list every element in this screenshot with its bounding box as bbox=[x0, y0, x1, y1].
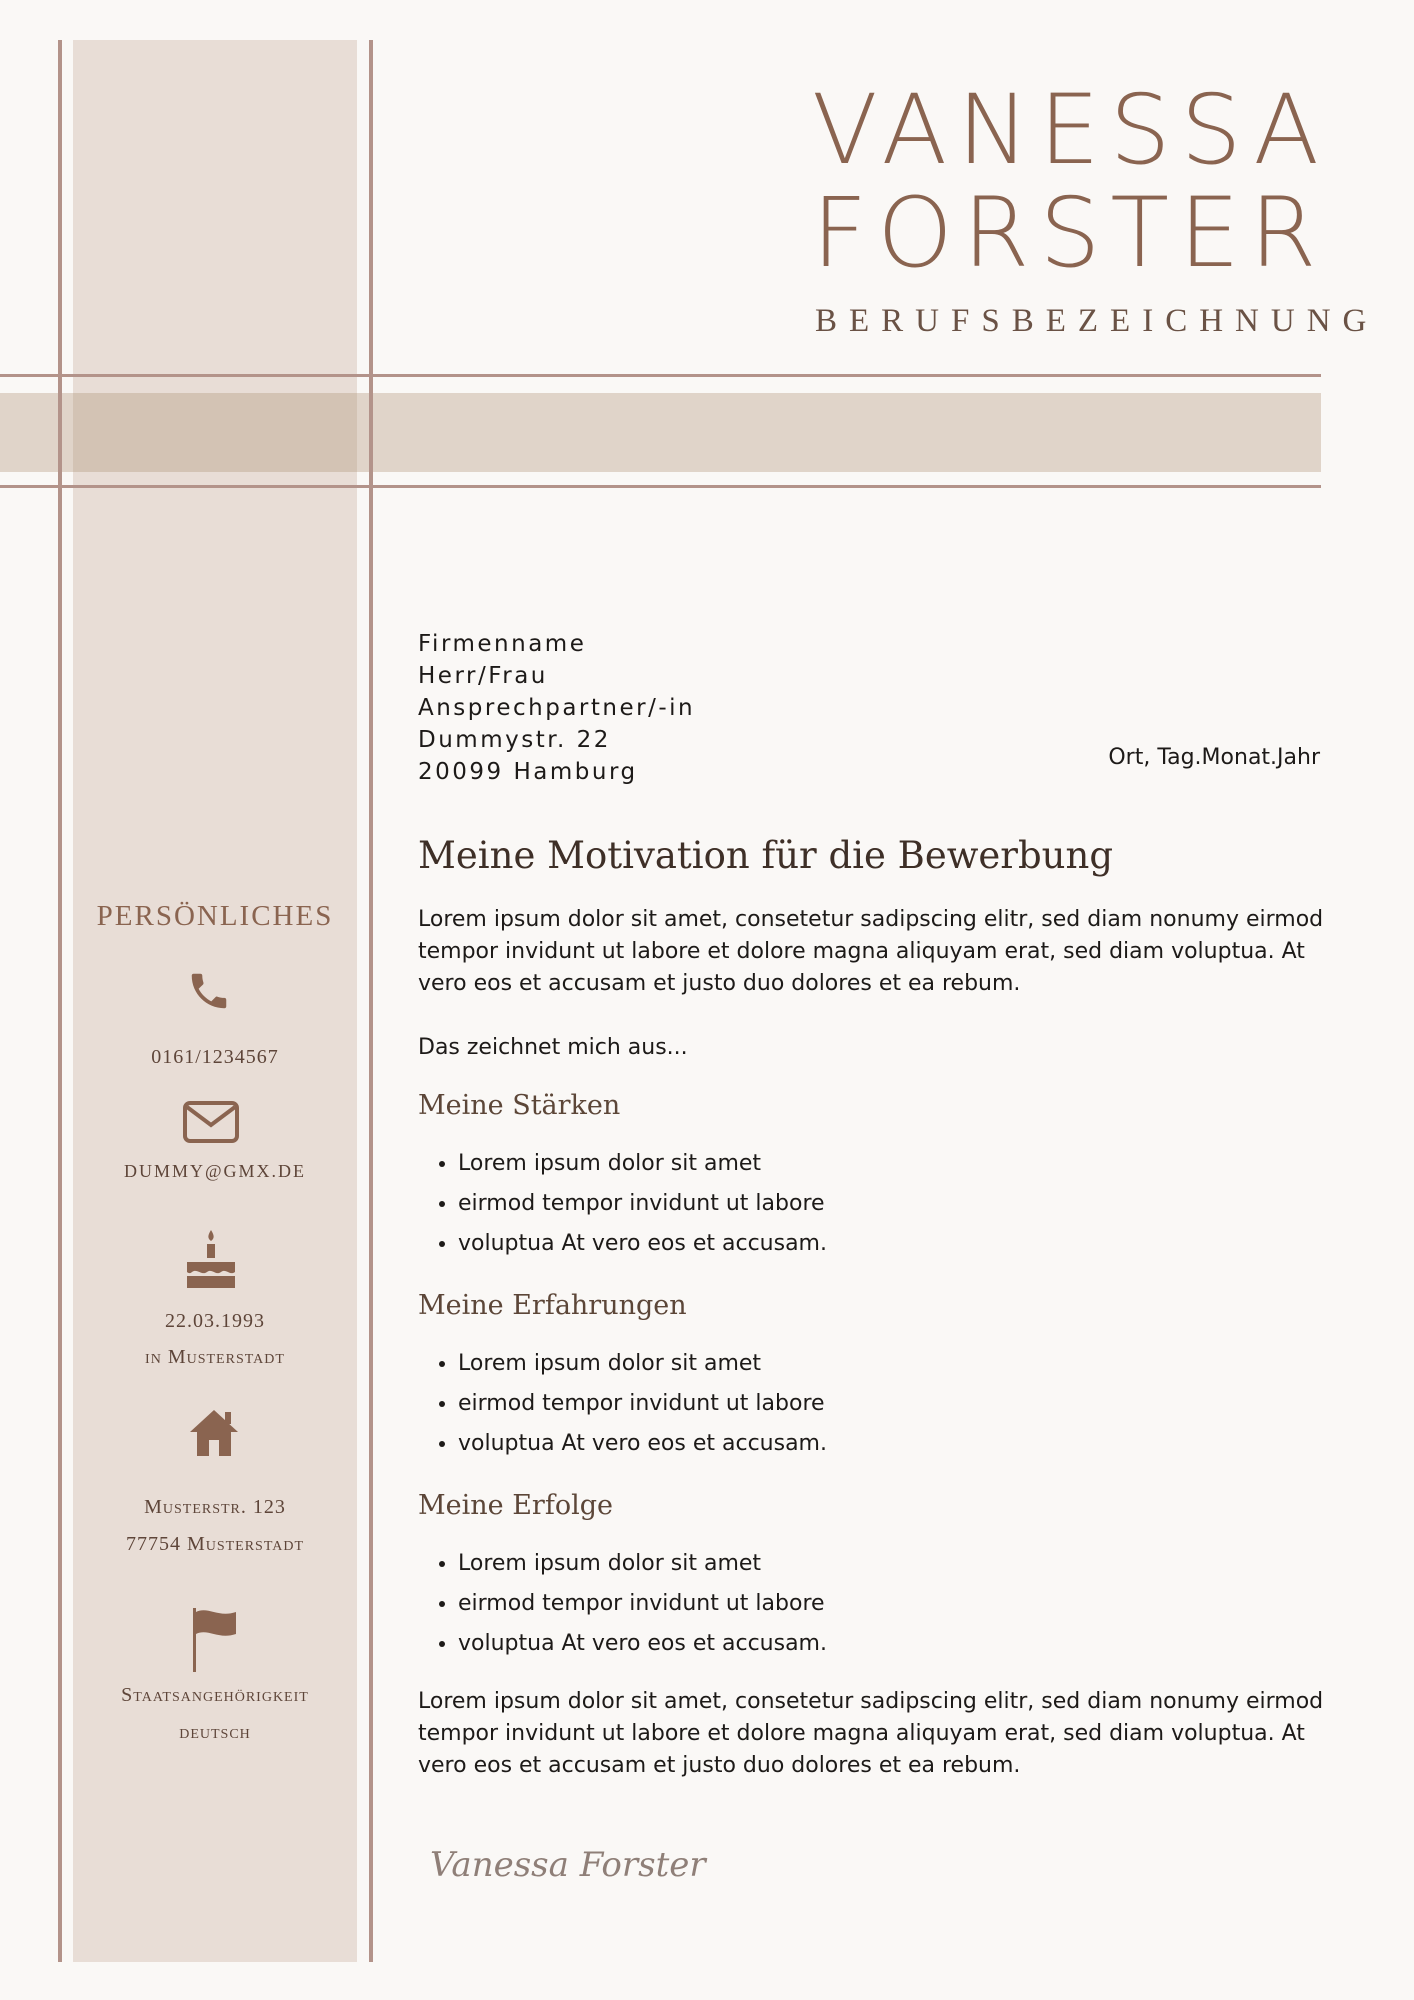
place-date: Ort, Tag.Monat.Jahr bbox=[1108, 745, 1320, 770]
experience-list bbox=[418, 1344, 1328, 1464]
section-title-successes: Meine Erfolge bbox=[418, 1490, 613, 1521]
recipient-salutation: Herr/Frau bbox=[418, 663, 548, 689]
phone-number: 0161/1234567 bbox=[151, 1046, 279, 1068]
successes-list bbox=[418, 1544, 1328, 1664]
recipient-street: Dummystr. 22 bbox=[418, 727, 611, 753]
nationality-value: deutsch bbox=[179, 1721, 251, 1743]
list-item: • eirmod tempor invidunt ut labore bbox=[458, 1584, 1328, 1624]
list-item: • eirmod tempor invidunt ut labore bbox=[458, 1384, 1328, 1424]
list-item: • voluptua At vero eos et accusam. bbox=[458, 1224, 1328, 1264]
first-name: VANESSA bbox=[812, 74, 1329, 186]
birth-place: in Musterstadt bbox=[145, 1346, 285, 1368]
closing-paragraph: Lorem ipsum dolor sit amet, consetetur sadipscing elitr, sed diam nonumy eirmod tempor invidunt ut labore et dolore magna aliquyam erat, sed diam voluptua. At vero eos et accusam et justo duo dolores et ea rebum. bbox=[418, 1689, 1324, 1778]
last-name: FORSTER bbox=[812, 177, 1327, 289]
personal-heading: PERSÖNLICHES bbox=[96, 900, 334, 932]
letter-subject: Meine Motivation für die Bewerbung bbox=[418, 834, 1114, 877]
recipient-contact: Ansprechpartner/-in bbox=[418, 695, 696, 721]
lead-in-text: Das zeichnet mich aus... bbox=[418, 1035, 688, 1060]
section-title-experience: Meine Erfahrungen bbox=[418, 1290, 687, 1321]
header-band-overlap bbox=[73, 393, 357, 472]
list-item: • voluptua At vero eos et accusam. bbox=[458, 1624, 1328, 1664]
birthday-cake-icon bbox=[184, 1228, 238, 1290]
header-bottom-line bbox=[0, 485, 1321, 488]
list-item: • Lorem ipsum dolor sit amet bbox=[458, 1344, 1328, 1384]
recipient-address bbox=[418, 628, 695, 788]
signature: Vanessa Forster bbox=[430, 1845, 706, 1885]
section-title-strengths: Meine Stärken bbox=[418, 1090, 621, 1121]
mail-icon bbox=[182, 1100, 240, 1144]
header-top-line bbox=[0, 374, 1321, 377]
recipient-company: Firmenname bbox=[418, 631, 587, 657]
list-item: • Lorem ipsum dolor sit amet bbox=[458, 1544, 1328, 1584]
list-item: • voluptua At vero eos et accusam. bbox=[458, 1424, 1328, 1464]
list-item: • eirmod tempor invidunt ut labore bbox=[458, 1184, 1328, 1224]
birth-date: 22.03.1993 bbox=[165, 1310, 265, 1332]
strengths-list bbox=[418, 1144, 1328, 1264]
letter-body bbox=[418, 830, 1328, 1782]
flag-icon bbox=[190, 1606, 240, 1674]
phone-icon bbox=[186, 968, 232, 1014]
street-address: Musterstr. 123 bbox=[144, 1496, 286, 1518]
city-address: 77754 Musterstadt bbox=[125, 1533, 305, 1555]
nationality-label: Staatsangehörigkeit bbox=[121, 1684, 309, 1706]
list-item: • Lorem ipsum dolor sit amet bbox=[458, 1144, 1328, 1184]
home-icon bbox=[188, 1406, 240, 1458]
intro-paragraph: Lorem ipsum dolor sit amet, consetetur sadipscing elitr, sed diam nonumy eirmod tempor invidunt ut labore et dolore magna aliquyam erat, sed diam voluptua. At vero eos et accusam et justo duo dolores et ea rebum. bbox=[418, 907, 1324, 996]
sidebar-left-line bbox=[58, 40, 62, 1962]
recipient-city: 20099 Hamburg bbox=[418, 759, 638, 785]
email-address: DUMMY@GMX.DE bbox=[123, 1161, 307, 1181]
job-title: BERUFSBEZEICHNUNG bbox=[815, 303, 1379, 339]
sidebar-right-line bbox=[369, 40, 373, 1962]
